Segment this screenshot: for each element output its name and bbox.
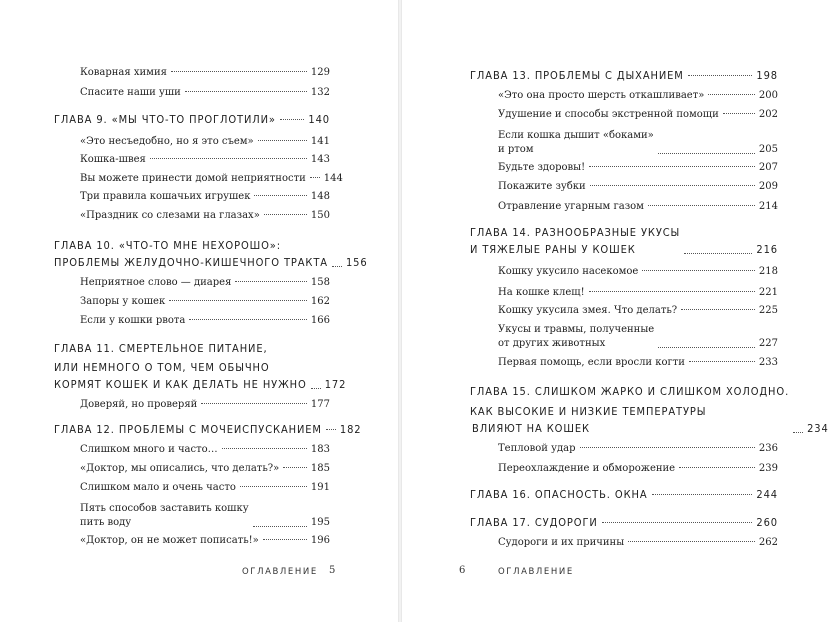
- entry-page: 143: [310, 154, 330, 165]
- toc-entry[interactable]: [498, 304, 778, 318]
- entry-page: 209: [758, 181, 778, 192]
- leader-dots: [590, 185, 755, 186]
- leader-dots: [648, 205, 755, 206]
- entry-title: «Это она просто шерсть откашливает»: [498, 90, 705, 101]
- leader-dots: [201, 403, 307, 404]
- entry-title: Тепловой удар: [498, 443, 576, 454]
- entry-title: Отравление угарным газом: [498, 201, 644, 212]
- chapter-title: ГЛАВА 9. «МЫ ЧТО-ТО ПРОГЛОТИЛИ»: [54, 113, 276, 126]
- entry-page: 166: [310, 315, 330, 326]
- entry-page: 225: [758, 305, 778, 316]
- leader-dots: [652, 494, 753, 495]
- page-number: 5: [329, 565, 336, 576]
- entry-page: 162: [310, 296, 330, 307]
- chapter-page: 260: [756, 516, 778, 529]
- right-page: [402, 0, 829, 622]
- entry-page: 196: [310, 535, 330, 546]
- toc-entry[interactable]: [80, 66, 330, 80]
- leader-dots: [589, 166, 755, 167]
- toc-entry[interactable]: [80, 86, 330, 100]
- leader-dots: [185, 91, 307, 92]
- toc-entry[interactable]: [80, 314, 330, 328]
- entry-page: 214: [758, 201, 778, 212]
- entry-title: Слишком много и часто…: [80, 444, 218, 455]
- entry-page: 141: [310, 136, 330, 147]
- leader-dots: [679, 467, 755, 468]
- leader-dots: [708, 94, 755, 95]
- toc-entry[interactable]: [80, 190, 330, 204]
- toc-entry[interactable]: [498, 129, 778, 157]
- leader-dots: [150, 158, 307, 159]
- entry-page: 233: [758, 357, 778, 368]
- toc-entry[interactable]: [80, 534, 330, 548]
- leader-dots: [602, 522, 753, 523]
- chapter-title: [54, 236, 328, 270]
- toc-entry[interactable]: [80, 209, 330, 223]
- leader-dots: [254, 195, 306, 196]
- leader-dots: [681, 309, 755, 310]
- toc-entry[interactable]: [80, 398, 330, 412]
- entry-page: 158: [310, 277, 330, 288]
- running-footer: ОГЛАВЛЕНИЕ: [498, 567, 574, 577]
- toc-entry[interactable]: [498, 356, 778, 370]
- leader-dots: [283, 467, 307, 468]
- toc-entry[interactable]: [80, 462, 330, 476]
- leader-dots: [688, 75, 753, 76]
- entry-page: 200: [758, 90, 778, 101]
- leader-dots: [684, 253, 752, 254]
- entry-page: 202: [758, 109, 778, 120]
- leader-dots: [253, 526, 307, 527]
- leader-dots: [642, 270, 755, 271]
- chapter-page: 198: [756, 69, 778, 82]
- entry-title: Кошку укусило насекомое: [498, 266, 639, 277]
- toc-chapter-14[interactable]: [470, 223, 778, 257]
- left-page: [0, 0, 398, 622]
- toc-entry[interactable]: [80, 443, 330, 457]
- toc-chapter-16[interactable]: [470, 488, 778, 502]
- entry-title-line: Если кошка дышит «боками»: [498, 130, 654, 141]
- entry-title-line: пить воду: [80, 517, 132, 528]
- chapter-page: 156: [345, 256, 368, 269]
- entry-page: 262: [758, 537, 778, 548]
- entry-title: Три правила кошачьих игрушек: [80, 191, 251, 202]
- toc-chapter-13[interactable]: [470, 69, 778, 83]
- toc-entry[interactable]: [498, 180, 778, 194]
- entry-page: 205: [758, 144, 778, 155]
- entry-title: Неприятное слово — диарея: [80, 277, 232, 288]
- chapter-page: 234: [807, 422, 829, 435]
- entry-page: 129: [310, 67, 330, 78]
- toc-entry[interactable]: [498, 536, 778, 550]
- leader-dots: [310, 177, 320, 178]
- toc-entry[interactable]: [498, 108, 778, 122]
- entry-page: 227: [758, 338, 778, 349]
- entry-page: 148: [310, 191, 330, 202]
- toc-chapter-12[interactable]: [54, 423, 362, 437]
- entry-title: Переохлаждение и обморожение: [498, 463, 676, 474]
- entry-page: 177: [310, 399, 330, 410]
- leader-dots: [723, 113, 755, 114]
- chapter-page: 244: [756, 488, 778, 501]
- entry-title: Вы можете принести домой неприятности: [80, 173, 306, 184]
- leader-dots: [235, 281, 307, 282]
- chapter-title-line: КАК ВЫСОКИЕ И НИЗКИЕ ТЕМПЕРАТУРЫ: [470, 405, 707, 418]
- leader-dots: [580, 447, 755, 448]
- entry-title: Если у кошки рвота: [80, 315, 186, 326]
- toc-chapter-11[interactable]: [54, 340, 347, 392]
- leader-dots: [169, 300, 307, 301]
- toc-entry[interactable]: [498, 442, 778, 456]
- chapter-title: [470, 223, 680, 257]
- leader-dots: [240, 486, 307, 487]
- leader-dots: [689, 361, 755, 362]
- toc-entry[interactable]: [80, 153, 330, 167]
- leader-dots: [171, 71, 307, 72]
- leader-dots: [589, 291, 755, 292]
- entry-title: «Это несъедобно, но я это съем»: [80, 136, 254, 147]
- entry-page: 207: [758, 162, 778, 173]
- toc-entry[interactable]: [498, 265, 778, 279]
- chapter-title-line: ГЛАВА 10. «ЧТО-ТО МНЕ НЕХОРОШО»:: [54, 239, 281, 252]
- chapter-page: 140: [308, 113, 330, 126]
- leader-dots: [264, 214, 307, 215]
- chapter-title-line: КОРМЯТ КОШЕК И КАК ДЕЛАТЬ НЕ НУЖНО: [54, 378, 307, 391]
- chapter-title-line: ГЛАВА 14. РАЗНООБРАЗНЫЕ УКУСЫ: [470, 226, 681, 239]
- chapter-title-line: ПРОБЛЕМЫ ЖЕЛУДОЧНО-КИШЕЧНОГО ТРАКТА: [54, 256, 328, 269]
- leader-dots: [332, 266, 342, 267]
- entry-title: [80, 502, 249, 530]
- entry-page: 183: [310, 444, 330, 455]
- entry-page: 132: [310, 87, 330, 98]
- entry-title: Покажите зубки: [498, 181, 586, 192]
- entry-page: 150: [310, 210, 330, 221]
- toc-chapter-10[interactable]: [54, 236, 368, 270]
- entry-page: 191: [310, 482, 330, 493]
- toc-chapter-15[interactable]: [470, 382, 829, 436]
- leader-dots: [326, 429, 336, 430]
- leader-dots: [222, 448, 307, 449]
- toc-entry[interactable]: [80, 276, 330, 290]
- page-number: 6: [459, 565, 466, 576]
- chapter-title-line: ИЛИ НЕМНОГО О ТОМ, ЧЕМ ОБЫЧНО: [54, 361, 270, 374]
- entry-title-line: Пять способов заставить кошку: [80, 503, 249, 514]
- leader-dots: [311, 388, 321, 389]
- entry-title: Доверяй, но проверяй: [80, 399, 198, 410]
- entry-page: 195: [310, 517, 330, 528]
- entry-title-line: от других животных: [498, 338, 606, 349]
- toc-chapter-9[interactable]: [54, 113, 330, 127]
- toc-entry[interactable]: [80, 481, 330, 495]
- running-footer: ОГЛАВЛЕНИЕ: [242, 567, 318, 577]
- chapter-page: 216: [756, 243, 778, 256]
- leader-dots: [628, 541, 755, 542]
- entry-title: «Доктор, он не может пописать!»: [80, 535, 259, 546]
- entry-page: 221: [758, 287, 778, 298]
- leader-dots: [793, 432, 803, 433]
- chapter-page: 172: [324, 378, 347, 391]
- chapter-title: ГЛАВА 16. ОПАСНОСТЬ. ОКНА: [470, 488, 648, 501]
- entry-page: 144: [323, 173, 343, 184]
- chapter-title: [470, 382, 789, 436]
- toc-entry[interactable]: [498, 161, 778, 175]
- chapter-title: ГЛАВА 17. СУДОРОГИ: [470, 516, 598, 529]
- entry-title: Первая помощь, если вросли когти: [498, 357, 685, 368]
- chapter-page: 182: [339, 423, 362, 436]
- entry-title: Спасите наши уши: [80, 87, 181, 98]
- leader-dots: [263, 539, 307, 540]
- toc-entry[interactable]: [498, 462, 778, 476]
- entry-page: 185: [310, 463, 330, 474]
- entry-title: [498, 323, 654, 351]
- chapter-title-line: ГЛАВА 11. СМЕРТЕЛЬНОЕ ПИТАНИЕ,: [54, 342, 268, 355]
- entry-page: 236: [758, 443, 778, 454]
- chapter-title-line: ГЛАВА 15. СЛИШКОМ ЖАРКО И СЛИШКОМ ХОЛОДНО.: [470, 385, 790, 398]
- toc-entry[interactable]: [498, 323, 778, 351]
- leader-dots: [280, 119, 305, 120]
- entry-title: Запоры у кошек: [80, 296, 166, 307]
- leader-dots: [258, 140, 307, 141]
- entry-title: Будьте здоровы!: [498, 162, 586, 173]
- leader-dots: [658, 153, 755, 154]
- entry-title: Коварная химия: [80, 67, 167, 78]
- chapter-title: ГЛАВА 12. ПРОБЛЕМЫ С МОЧЕИСПУСКАНИЕМ: [54, 423, 322, 436]
- leader-dots: [658, 347, 755, 348]
- toc-entry[interactable]: [80, 295, 330, 309]
- entry-title: На кошке клещ!: [498, 287, 585, 298]
- entry-page: 218: [758, 266, 778, 277]
- entry-title: «Доктор, мы описались, что делать?»: [80, 463, 280, 474]
- toc-entry[interactable]: [80, 502, 330, 530]
- entry-title: Кошка-швея: [80, 154, 146, 165]
- entry-title: «Праздник со слезами на глазах»: [80, 210, 260, 221]
- entry-title-line: и ртом: [498, 144, 534, 155]
- entry-title-line: Укусы и травмы, полученные: [498, 324, 655, 335]
- toc-entry[interactable]: [498, 286, 778, 300]
- chapter-title-line: ВЛИЯЮТ НА КОШЕК: [472, 422, 590, 435]
- chapter-title: [54, 340, 307, 392]
- entry-title: Слишком мало и очень часто: [80, 482, 236, 493]
- toc-entry[interactable]: [80, 172, 343, 186]
- entry-title: [498, 129, 654, 157]
- chapter-title-line: И ТЯЖЕЛЫЕ РАНЫ У КОШЕК: [470, 243, 636, 256]
- leader-dots: [189, 319, 307, 320]
- entry-page: 239: [758, 463, 778, 474]
- entry-title: Кошку укусила змея. Что делать?: [498, 305, 678, 316]
- entry-title: Удушение и способы экстренной помощи: [498, 109, 719, 120]
- toc-entry[interactable]: [80, 135, 330, 149]
- toc-entry[interactable]: [498, 89, 778, 103]
- entry-title: Судороги и их причины: [498, 537, 625, 548]
- toc-chapter-17[interactable]: [470, 516, 778, 530]
- toc-entry[interactable]: [498, 200, 778, 214]
- chapter-title: ГЛАВА 13. ПРОБЛЕМЫ С ДЫХАНИЕМ: [470, 69, 684, 82]
